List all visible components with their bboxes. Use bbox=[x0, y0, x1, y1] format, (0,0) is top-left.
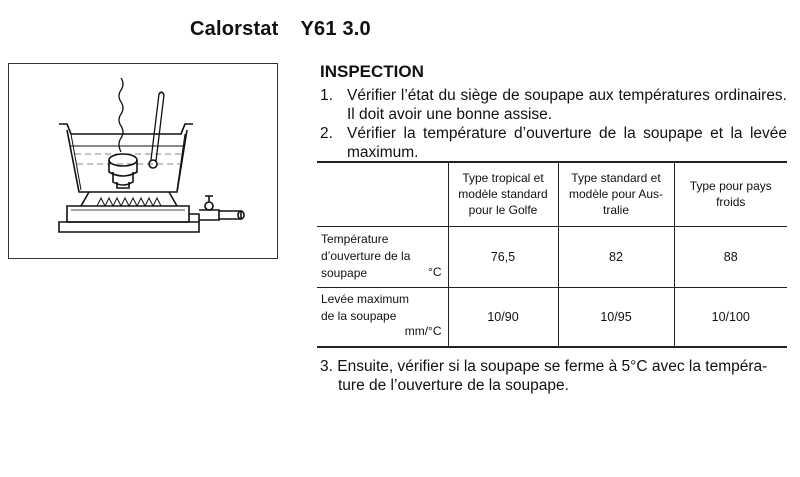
column-header bbox=[674, 162, 787, 226]
header-line: Type tropical et bbox=[462, 171, 544, 186]
row-label bbox=[317, 226, 448, 287]
table-row bbox=[317, 226, 787, 287]
row-label-line: soupape bbox=[321, 266, 368, 280]
table-cell: 82 bbox=[558, 226, 674, 287]
table-cell: 10/95 bbox=[558, 287, 674, 347]
header-line: pour le Golfe bbox=[468, 203, 538, 218]
step-number: 2. bbox=[320, 125, 333, 142]
column-header bbox=[558, 162, 674, 226]
header-line: modèle standard bbox=[458, 187, 548, 202]
table-cell: 88 bbox=[674, 226, 787, 287]
header-line: modèle pour Aus- bbox=[568, 187, 664, 202]
step-3-line-1: 3. Ensuite, vérifier si la soupape se ferme à 5°C avec la tempéra- bbox=[320, 358, 768, 375]
step-number: 1. bbox=[320, 87, 333, 104]
row-label-line: d’ouverture de la bbox=[321, 249, 411, 263]
row-label-line: Levée maximum bbox=[321, 292, 410, 307]
table-row bbox=[317, 287, 787, 347]
row-unit: °C bbox=[428, 264, 442, 279]
table-corner-cell bbox=[317, 162, 448, 226]
specification-table bbox=[317, 161, 787, 348]
section-heading: INSPECTION bbox=[320, 62, 424, 81]
row-unit: mm/°C bbox=[404, 324, 442, 338]
table-cell: 76,5 bbox=[448, 226, 558, 287]
step-3 bbox=[320, 357, 790, 395]
thermostat-heating-diagram bbox=[9, 64, 279, 260]
thermostat-test-illustration bbox=[8, 63, 278, 259]
row-label-line: Température bbox=[321, 232, 389, 246]
title-name: Calorstat bbox=[190, 18, 279, 40]
page-title bbox=[190, 18, 371, 41]
header-line: froids bbox=[716, 195, 746, 210]
table-cell: 10/90 bbox=[448, 287, 558, 347]
header-line: Type standard et bbox=[571, 171, 661, 186]
header-line: Type pour pays bbox=[689, 179, 772, 194]
row-label bbox=[317, 287, 448, 347]
title-model: Y61 3.0 bbox=[300, 18, 371, 40]
step-text: Vérifier la température d’ouverture de la soupape et la levée maximum. bbox=[347, 125, 787, 161]
column-header bbox=[448, 162, 558, 226]
table-cell: 10/100 bbox=[674, 287, 787, 347]
step-3-line-2: ture de l’ouverture de la soupape. bbox=[338, 377, 569, 394]
table-header-row bbox=[317, 162, 787, 226]
step-text: Vérifier l’état du siège de soupape aux températures ordinaires. Il doit avoir une bonne assise. bbox=[347, 87, 787, 123]
header-line: tralie bbox=[602, 203, 629, 218]
row-label-line: de la soupape bbox=[321, 309, 397, 324]
